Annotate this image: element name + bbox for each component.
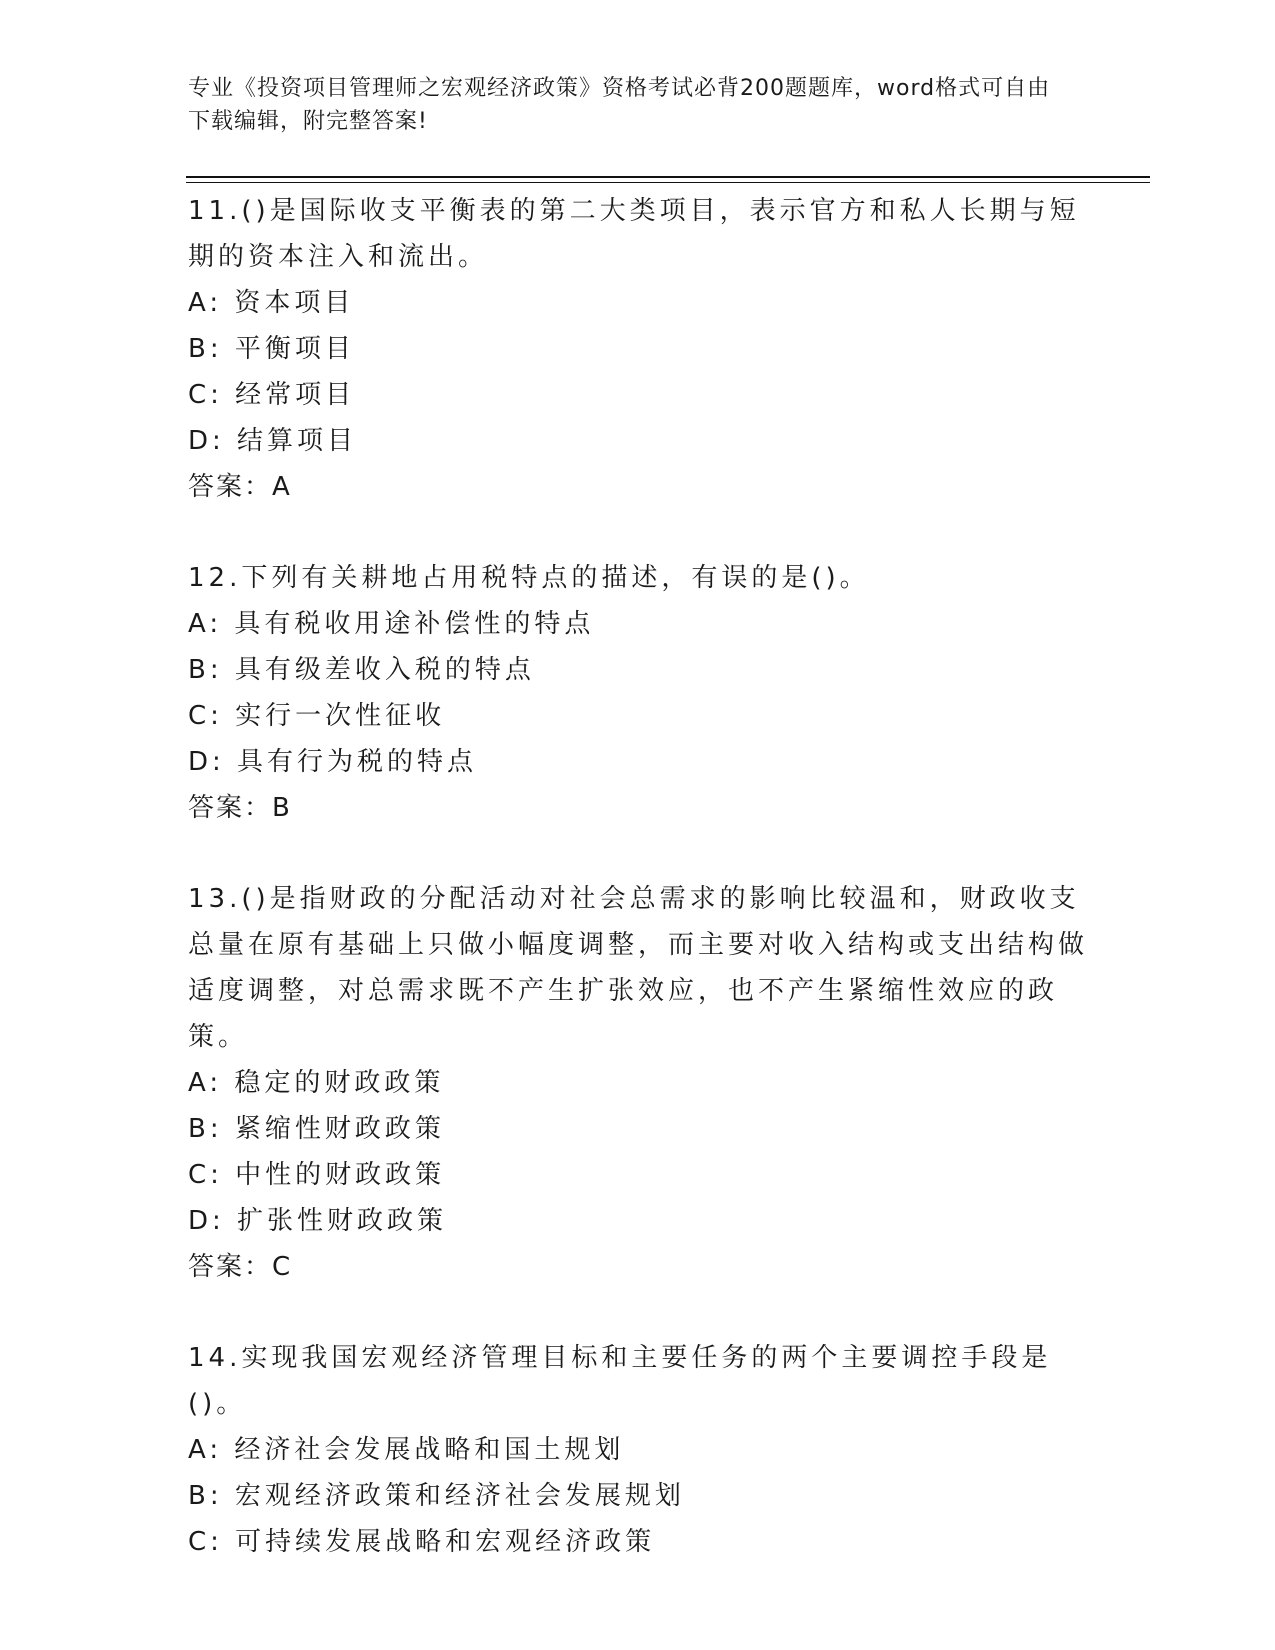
question-14 bbox=[188, 1335, 1088, 1565]
option-b: B: 宏观经济政策和经济社会发展规划 bbox=[188, 1481, 685, 1511]
answer: 答案：B bbox=[188, 793, 292, 823]
document-header: 专业《投资项目管理师之宏观经济政策》资格考试必背200题题库，word格式可自由下载编辑，附完整答案! bbox=[188, 76, 1051, 134]
option-a: A: 经济社会发展战略和国土规划 bbox=[188, 1435, 625, 1465]
answer: 答案：C bbox=[188, 1252, 293, 1282]
option-b: B: 具有级差收入税的特点 bbox=[188, 655, 535, 685]
option-c: C: 可持续发展战略和宏观经济政策 bbox=[188, 1527, 656, 1557]
header-rule-thin bbox=[186, 182, 1150, 183]
option-d: D: 扩张性财政政策 bbox=[188, 1206, 448, 1236]
question-stem: 12.下列有关耕地占用税特点的描述，有误的是()。 bbox=[188, 563, 870, 593]
option-a: A: 资本项目 bbox=[188, 288, 355, 318]
question-13 bbox=[188, 876, 1088, 1290]
question-12 bbox=[188, 555, 1088, 831]
option-b: B: 紧缩性财政政策 bbox=[188, 1114, 445, 1144]
question-list bbox=[188, 188, 1088, 1610]
question-stem: 11.()是国际收支平衡表的第二大类项目，表示官方和私人长期与短期的资本注入和流出。 bbox=[188, 196, 1080, 272]
option-c: C: 实行一次性征收 bbox=[188, 701, 446, 731]
option-c: C: 经常项目 bbox=[188, 380, 356, 410]
option-b: B: 平衡项目 bbox=[188, 334, 355, 364]
option-c: C: 中性的财政政策 bbox=[188, 1160, 446, 1190]
option-a: A: 稳定的财政政策 bbox=[188, 1068, 445, 1098]
question-stem: 14.实现我国宏观经济管理目标和主要任务的两个主要调控手段是()。 bbox=[188, 1343, 1052, 1419]
option-d: D: 结算项目 bbox=[188, 426, 358, 456]
question-stem: 13.()是指财政的分配活动对社会总需求的影响比较温和，财政收支总量在原有基础上只做小幅度调整，而主要对收入结构或支出结构做适度调整，对总需求既不产生扩张效应，也不产生紧缩性效应的政策。 bbox=[188, 884, 1089, 1052]
answer: 答案：A bbox=[188, 472, 292, 502]
header-rule-thick bbox=[186, 176, 1150, 178]
option-d: D: 具有行为税的特点 bbox=[188, 747, 478, 777]
option-a: A: 具有税收用途补偿性的特点 bbox=[188, 609, 595, 639]
question-11 bbox=[188, 188, 1088, 510]
